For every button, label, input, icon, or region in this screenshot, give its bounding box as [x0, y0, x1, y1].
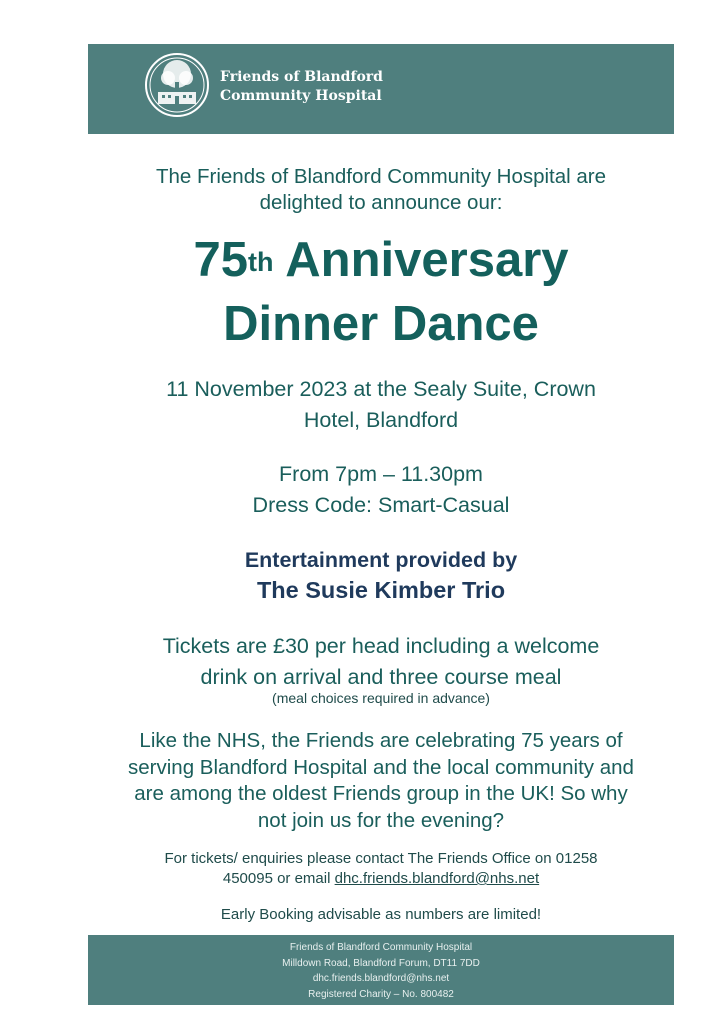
intro-line2: delighted to announce our: — [259, 191, 503, 214]
date-line1: 11 November 2023 at the Sealy Suite, Crown — [166, 377, 596, 401]
title-number: 75 — [193, 233, 248, 287]
celebrate-line1: Like the NHS, the Friends are celebrating 75 years of — [139, 729, 623, 752]
event-date-venue — [88, 374, 674, 436]
contact-line2 — [88, 869, 674, 889]
org-name-line2: Community Hospital — [220, 88, 382, 104]
date-line2: Hotel, Blandford — [303, 408, 459, 432]
title-line1-rest: Anniversary — [273, 233, 569, 287]
footer-banner — [88, 935, 674, 1005]
contact-line2-prefix: 450095 or email — [222, 870, 335, 887]
header-banner — [88, 44, 674, 134]
footer-line1: Friends of Blandford Community Hospital — [289, 942, 473, 953]
event-time-dress — [88, 459, 674, 521]
org-name-line1: Friends of Blandford — [220, 69, 383, 85]
footer-line3: dhc.friends.blandford@nhs.net — [312, 973, 450, 984]
contact-info — [88, 849, 674, 889]
event-title — [88, 228, 674, 356]
tickets-info — [88, 631, 674, 693]
hospital-tree-logo-icon — [144, 52, 210, 118]
entertainment-act: The Susie Kimber Trio — [256, 577, 506, 603]
contact-line1: For tickets/ enquiries please contact The Friends Office on 01258 — [164, 850, 598, 867]
entertainment-heading: Entertainment provided by — [244, 548, 518, 572]
early-booking-notice: Early Booking advisable as numbers are limited! — [220, 906, 542, 923]
time-line: From 7pm – 11.30pm — [279, 462, 483, 486]
organisation-name — [220, 68, 383, 106]
tickets-line1: Tickets are £30 per head including a welcome — [162, 634, 600, 658]
intro-line1: The Friends of Blandford Community Hospital are — [155, 165, 607, 188]
dress-code: Dress Code: Smart-Casual — [252, 493, 510, 517]
celebrate-line4: not join us for the evening? — [257, 808, 505, 832]
intro-text — [88, 164, 674, 216]
footer-line2: Milldown Road, Blandford Forum, DT11 7DD — [282, 957, 480, 969]
celebrate-line3: are among the oldest Friends group in the UK! So why — [134, 782, 628, 805]
title-superscript: th — [247, 247, 274, 277]
tickets-line2: drink on arrival and three course meal — [200, 665, 562, 689]
celebrate-line2: serving Blandford Hospital and the local community and — [128, 755, 634, 779]
tickets-note: (meal choices required in advance) — [272, 690, 490, 706]
title-line1 — [88, 228, 674, 292]
footer-line4: Registered Charity – No. 800482 — [308, 988, 454, 1000]
title-line2: Dinner Dance — [223, 297, 539, 351]
contact-email-link[interactable]: dhc.friends.blandford@nhs.net — [334, 870, 540, 887]
celebration-text — [88, 728, 674, 834]
